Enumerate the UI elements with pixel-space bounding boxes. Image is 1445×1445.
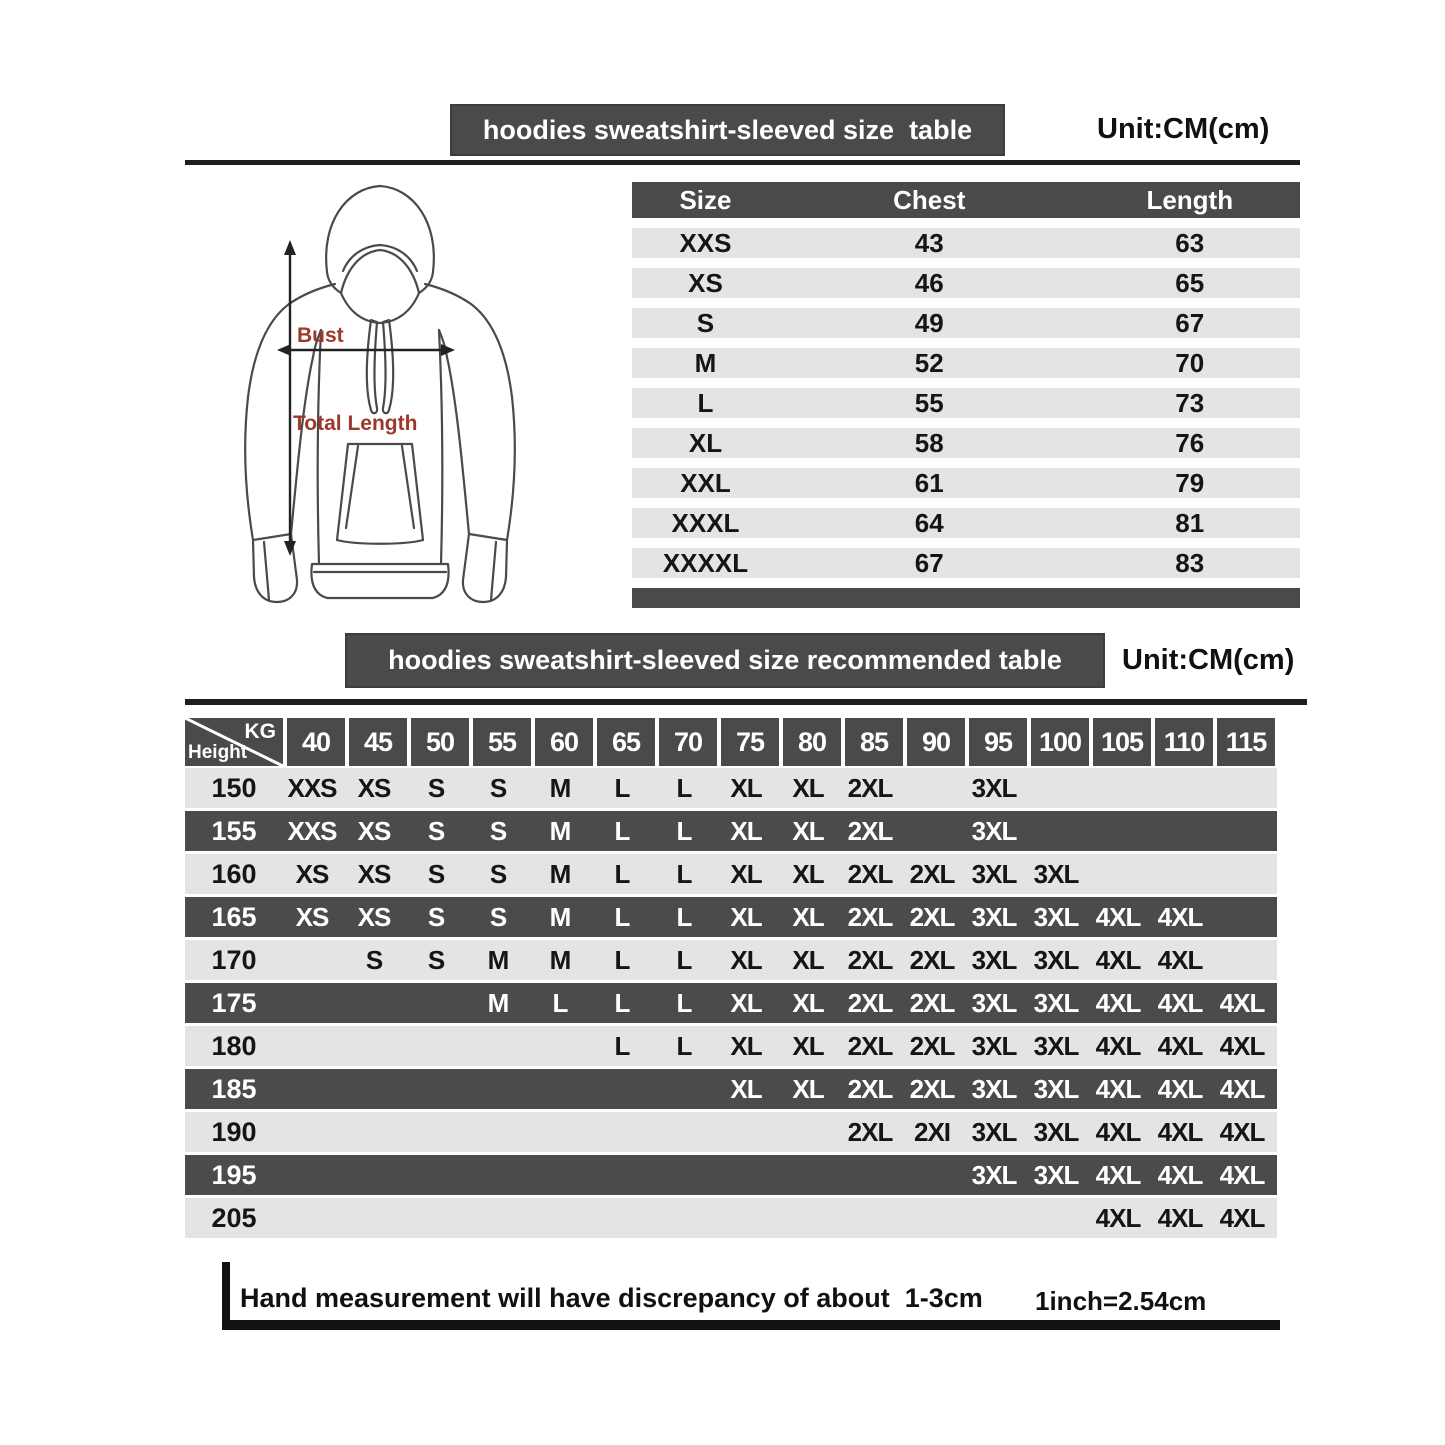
size-table-cell: 43 bbox=[914, 228, 944, 258]
recommended-size-cell: 2XL bbox=[847, 1117, 893, 1147]
middle-divider bbox=[185, 699, 1307, 705]
recommended-size-cell: L bbox=[614, 859, 630, 889]
size-table-cell: 70 bbox=[1175, 348, 1205, 378]
height-row-label: 150 bbox=[211, 773, 257, 803]
column-header-length: Length bbox=[1146, 185, 1234, 215]
size-table-cell: XL bbox=[688, 428, 723, 458]
size-table-row bbox=[632, 388, 1300, 418]
matrix-row bbox=[185, 1198, 1277, 1238]
size-table-cell: 67 bbox=[914, 548, 944, 578]
recommended-size-cell bbox=[469, 1198, 527, 1238]
recommended-size-cell: L bbox=[676, 988, 692, 1018]
size-table-title-bar bbox=[450, 104, 1005, 156]
recommended-size-cell: S bbox=[489, 773, 507, 803]
recommended-size-cell: L bbox=[614, 1031, 630, 1061]
hoodie-outline bbox=[245, 186, 514, 602]
footer-bottom-rule bbox=[222, 1320, 1280, 1330]
inch-conversion-note: 1inch=2.54cm bbox=[1035, 1286, 1207, 1316]
weight-header-cell: 110 bbox=[1155, 718, 1213, 766]
recommended-size-cell: 4XL bbox=[1157, 1203, 1203, 1233]
size-table-cell: 73 bbox=[1175, 388, 1205, 418]
height-row-label: 205 bbox=[211, 1203, 257, 1233]
recommended-size-cell: XS bbox=[295, 859, 329, 889]
recommended-size-cell: 4XL bbox=[1219, 1203, 1265, 1233]
recommended-size-cell: XL bbox=[730, 988, 762, 1018]
recommended-size-cell bbox=[345, 983, 403, 1023]
recommended-size-cell bbox=[1089, 811, 1147, 851]
matrix-row bbox=[185, 940, 1277, 980]
recommended-size-cell: XL bbox=[792, 816, 824, 846]
recommended-table-title: hoodies sweatshirt-sleeved size recommended table bbox=[388, 645, 1062, 675]
height-row-label: 155 bbox=[211, 816, 257, 846]
recommended-size-cell: 2XL bbox=[847, 945, 893, 975]
recommended-size-cell bbox=[1213, 854, 1271, 894]
recommended-size-cell: XL bbox=[792, 945, 824, 975]
top-divider bbox=[185, 160, 1300, 165]
recommended-size-cell: 2XL bbox=[909, 859, 955, 889]
recommended-size-cell bbox=[1027, 811, 1085, 851]
size-table-cell: XS bbox=[688, 268, 723, 298]
recommended-size-cell: 3XL bbox=[1033, 902, 1079, 932]
recommended-size-cell: XS bbox=[357, 773, 391, 803]
recommended-size-cell: 4XL bbox=[1219, 1031, 1265, 1061]
recommended-size-cell: XL bbox=[792, 988, 824, 1018]
recommended-size-cell: S bbox=[489, 859, 507, 889]
matrix-row bbox=[185, 1069, 1277, 1109]
recommended-size-cell: 4XL bbox=[1095, 1160, 1141, 1190]
recommended-size-cell: 2XL bbox=[909, 988, 955, 1018]
size-table-rows bbox=[632, 228, 1300, 578]
size-table-row bbox=[632, 548, 1300, 578]
recommended-size-cell: 3XL bbox=[971, 1160, 1017, 1190]
recommended-size-cell: XL bbox=[792, 1074, 824, 1104]
recommended-size-cell: L bbox=[676, 945, 692, 975]
recommended-size-cell: 2XL bbox=[847, 902, 893, 932]
recommended-size-cell: S bbox=[427, 859, 445, 889]
recommended-size-cell: 2XL bbox=[847, 773, 893, 803]
recommended-size-cell bbox=[283, 1112, 341, 1152]
height-row-label: 185 bbox=[211, 1074, 257, 1104]
matrix-weight-headers bbox=[287, 718, 1279, 766]
recommended-size-cell bbox=[779, 1198, 837, 1238]
recommended-size-cell bbox=[717, 1155, 775, 1195]
recommended-size-cell: 3XL bbox=[971, 902, 1017, 932]
recommended-size-cell bbox=[531, 1069, 589, 1109]
weight-header-cell: 90 bbox=[907, 718, 965, 766]
recommended-size-cell bbox=[655, 1155, 713, 1195]
recommended-size-cell: L bbox=[614, 988, 630, 1018]
recommended-size-cell: M bbox=[487, 988, 509, 1018]
height-row-label: 180 bbox=[211, 1031, 257, 1061]
recommended-size-cell: XL bbox=[730, 816, 762, 846]
recommended-size-cell: 4XL bbox=[1157, 1117, 1203, 1147]
recommended-size-cell bbox=[283, 983, 341, 1023]
recommended-size-cell bbox=[283, 1069, 341, 1109]
recommended-size-cell bbox=[965, 1198, 1023, 1238]
unit-label-top: Unit:CM(cm) bbox=[1097, 113, 1270, 145]
recommended-size-cell: 4XL bbox=[1219, 1117, 1265, 1147]
recommended-size-cell: 2XL bbox=[847, 988, 893, 1018]
height-axis-label: Height bbox=[188, 742, 248, 763]
recommended-size-cell: 3XL bbox=[1033, 945, 1079, 975]
recommended-size-cell: XL bbox=[730, 1031, 762, 1061]
recommended-size-cell: M bbox=[549, 945, 571, 975]
height-row-label: 165 bbox=[211, 902, 257, 932]
recommended-matrix bbox=[185, 718, 1277, 1241]
recommended-size-cell: 4XL bbox=[1095, 1031, 1141, 1061]
recommended-size-cell bbox=[283, 940, 341, 980]
recommended-size-cell: S bbox=[489, 902, 507, 932]
size-table-cell: 52 bbox=[914, 348, 944, 378]
recommended-size-cell: 4XL bbox=[1219, 1160, 1265, 1190]
recommended-size-cell: 3XL bbox=[971, 945, 1017, 975]
recommended-size-cell bbox=[903, 768, 961, 808]
recommended-size-cell: 4XL bbox=[1157, 1160, 1203, 1190]
recommended-size-cell bbox=[469, 1155, 527, 1195]
weight-header-cell: 100 bbox=[1031, 718, 1089, 766]
recommended-size-cell bbox=[407, 1198, 465, 1238]
recommended-size-cell bbox=[1213, 768, 1271, 808]
recommended-size-cell: S bbox=[427, 773, 445, 803]
recommended-size-cell: 3XL bbox=[971, 1031, 1017, 1061]
size-table-cell: 55 bbox=[914, 388, 944, 418]
recommended-size-cell: S bbox=[489, 816, 507, 846]
recommended-size-cell bbox=[345, 1155, 403, 1195]
unit-label-bottom: Unit:CM(cm) bbox=[1122, 644, 1295, 676]
size-table-row bbox=[632, 508, 1300, 538]
recommended-size-cell bbox=[1151, 768, 1209, 808]
recommended-size-cell bbox=[593, 1112, 651, 1152]
size-table-cell: 65 bbox=[1175, 268, 1205, 298]
recommended-size-cell: 2XI bbox=[913, 1117, 951, 1147]
size-table-cell: 64 bbox=[914, 508, 944, 538]
recommended-size-cell: L bbox=[614, 816, 630, 846]
recommended-size-cell: S bbox=[427, 816, 445, 846]
recommended-size-cell: 4XL bbox=[1157, 1031, 1203, 1061]
size-table-cell: L bbox=[697, 388, 714, 418]
weight-header-cell: 40 bbox=[287, 718, 345, 766]
recommended-size-cell bbox=[717, 1198, 775, 1238]
size-table-title: hoodies sweatshirt-sleeved size table bbox=[482, 114, 973, 145]
recommended-size-cell bbox=[655, 1198, 713, 1238]
recommended-size-cell: 2XL bbox=[909, 1031, 955, 1061]
recommended-size-cell: 3XL bbox=[1033, 1117, 1079, 1147]
recommended-size-cell bbox=[469, 1026, 527, 1066]
column-header-chest: Chest bbox=[893, 185, 966, 215]
size-table-row bbox=[632, 428, 1300, 458]
recommended-size-cell: M bbox=[549, 859, 571, 889]
size-table-cell: XXXXL bbox=[662, 548, 749, 578]
recommended-size-cell bbox=[1027, 768, 1085, 808]
matrix-header-row bbox=[185, 718, 1277, 766]
recommended-size-cell: L bbox=[676, 1031, 692, 1061]
recommended-size-cell: XS bbox=[357, 859, 391, 889]
recommended-size-cell: 3XL bbox=[971, 1074, 1017, 1104]
recommended-size-cell: 4XL bbox=[1095, 1117, 1141, 1147]
recommended-size-cell bbox=[779, 1155, 837, 1195]
size-table-cell: 46 bbox=[914, 268, 944, 298]
weight-header-cell: 45 bbox=[349, 718, 407, 766]
recommended-size-cell: 4XL bbox=[1219, 988, 1265, 1018]
recommended-size-cell: M bbox=[549, 902, 571, 932]
recommended-size-cell bbox=[1089, 768, 1147, 808]
size-table-cell: 81 bbox=[1175, 508, 1205, 538]
recommended-size-cell: XL bbox=[730, 902, 762, 932]
weight-header-cell: 55 bbox=[473, 718, 531, 766]
recommended-size-cell: 4XL bbox=[1157, 1074, 1203, 1104]
size-table-cell: 61 bbox=[914, 468, 944, 498]
recommended-size-cell: 2XL bbox=[847, 1074, 893, 1104]
recommended-size-cell: XS bbox=[295, 902, 329, 932]
recommended-size-cell: 2XL bbox=[909, 1074, 955, 1104]
recommended-size-cell bbox=[903, 1155, 961, 1195]
recommended-size-cell bbox=[469, 1069, 527, 1109]
recommended-size-cell: 4XL bbox=[1095, 945, 1141, 975]
recommended-size-cell: S bbox=[427, 902, 445, 932]
matrix-row bbox=[185, 854, 1277, 894]
recommended-size-cell: XL bbox=[792, 773, 824, 803]
size-table-header bbox=[632, 182, 1300, 218]
matrix-row bbox=[185, 983, 1277, 1023]
recommended-size-cell bbox=[593, 1198, 651, 1238]
recommended-size-cell bbox=[1213, 940, 1271, 980]
total-length-label: Total Length bbox=[293, 412, 418, 435]
recommended-size-cell bbox=[345, 1198, 403, 1238]
weight-header-cell: 85 bbox=[845, 718, 903, 766]
recommended-size-cell bbox=[717, 1112, 775, 1152]
footer-left-rule bbox=[222, 1262, 230, 1328]
size-table-cell: XXXL bbox=[671, 508, 740, 538]
height-row-label: 190 bbox=[211, 1117, 257, 1147]
recommended-size-cell: 4XL bbox=[1095, 1203, 1141, 1233]
recommended-size-cell: XL bbox=[730, 859, 762, 889]
recommended-size-cell bbox=[1027, 1198, 1085, 1238]
recommended-size-cell: L bbox=[614, 773, 630, 803]
recommended-size-cell bbox=[283, 1198, 341, 1238]
recommended-size-cell: XL bbox=[792, 1031, 824, 1061]
size-table-cell: 63 bbox=[1175, 228, 1205, 258]
weight-header-cell: 75 bbox=[721, 718, 779, 766]
size-table-cell: M bbox=[694, 348, 717, 378]
size-table-row bbox=[632, 468, 1300, 498]
size-table-bottom-bar bbox=[632, 588, 1300, 608]
recommended-size-cell: 3XL bbox=[1033, 1160, 1079, 1190]
recommended-size-cell bbox=[593, 1155, 651, 1195]
size-table-row bbox=[632, 348, 1300, 378]
height-row-label: 170 bbox=[211, 945, 257, 975]
recommended-size-cell: M bbox=[549, 816, 571, 846]
recommended-size-cell: M bbox=[549, 773, 571, 803]
matrix-corner-cell bbox=[185, 718, 283, 766]
recommended-size-cell: L bbox=[614, 945, 630, 975]
matrix-row bbox=[185, 768, 1277, 808]
size-table-row bbox=[632, 268, 1300, 298]
size-table-cell: S bbox=[696, 308, 715, 338]
recommended-size-cell: 3XL bbox=[971, 816, 1017, 846]
recommended-size-cell: 4XL bbox=[1095, 902, 1141, 932]
recommended-size-cell bbox=[655, 1112, 713, 1152]
recommended-size-cell: L bbox=[676, 773, 692, 803]
recommended-size-cell: S bbox=[365, 945, 383, 975]
recommended-size-cell: 3XL bbox=[971, 1117, 1017, 1147]
recommended-size-cell bbox=[779, 1112, 837, 1152]
column-header-size: Size bbox=[679, 185, 732, 215]
recommended-size-cell bbox=[407, 1026, 465, 1066]
weight-header-cell: 105 bbox=[1093, 718, 1151, 766]
matrix-row bbox=[185, 811, 1277, 851]
height-row-label: 175 bbox=[211, 988, 257, 1018]
recommended-size-cell bbox=[531, 1198, 589, 1238]
recommended-size-cell: 4XL bbox=[1219, 1074, 1265, 1104]
size-table-cell: 76 bbox=[1175, 428, 1205, 458]
size-table-cell: XXS bbox=[679, 228, 732, 258]
recommended-size-cell bbox=[345, 1069, 403, 1109]
size-table-cell: 83 bbox=[1175, 548, 1205, 578]
recommended-size-cell: 2XL bbox=[909, 945, 955, 975]
size-table-row bbox=[632, 308, 1300, 338]
recommended-size-cell: XS bbox=[357, 902, 391, 932]
bust-label: Bust bbox=[297, 324, 344, 347]
recommended-size-cell: 2XL bbox=[909, 902, 955, 932]
recommended-size-cell: L bbox=[676, 902, 692, 932]
recommended-size-cell: L bbox=[676, 816, 692, 846]
recommended-size-cell: 3XL bbox=[1033, 859, 1079, 889]
recommended-size-cell: 3XL bbox=[971, 988, 1017, 1018]
recommended-size-cell: XL bbox=[792, 902, 824, 932]
height-row-label: 195 bbox=[211, 1160, 257, 1190]
matrix-rows bbox=[185, 768, 1277, 1238]
recommended-size-cell: 4XL bbox=[1095, 988, 1141, 1018]
weight-header-cell: 70 bbox=[659, 718, 717, 766]
recommended-size-cell: S bbox=[427, 945, 445, 975]
size-table-cell: 79 bbox=[1175, 468, 1205, 498]
weight-header-cell: 50 bbox=[411, 718, 469, 766]
recommended-size-cell: XL bbox=[730, 1074, 762, 1104]
weight-header-cell: 95 bbox=[969, 718, 1027, 766]
recommended-size-cell bbox=[531, 1026, 589, 1066]
recommended-size-cell bbox=[841, 1198, 899, 1238]
recommended-size-cell bbox=[1089, 854, 1147, 894]
recommended-size-cell bbox=[1213, 811, 1271, 851]
recommended-size-cell bbox=[1213, 897, 1271, 937]
recommended-size-cell: XL bbox=[730, 945, 762, 975]
recommended-size-cell bbox=[345, 1112, 403, 1152]
recommended-size-cell: XL bbox=[792, 859, 824, 889]
recommended-size-cell: 4XL bbox=[1095, 1074, 1141, 1104]
recommended-size-cell: 2XL bbox=[847, 859, 893, 889]
size-table-cell: 67 bbox=[1175, 308, 1205, 338]
kg-axis-label: KG bbox=[244, 720, 276, 743]
recommended-table-title-bar bbox=[345, 633, 1105, 688]
recommended-size-cell: L bbox=[676, 859, 692, 889]
recommended-size-cell bbox=[903, 1198, 961, 1238]
recommended-size-cell bbox=[283, 1026, 341, 1066]
recommended-size-cell: 2XL bbox=[847, 816, 893, 846]
size-table-row bbox=[632, 228, 1300, 258]
matrix-row bbox=[185, 1112, 1277, 1152]
recommended-size-cell: L bbox=[552, 988, 568, 1018]
recommended-size-cell bbox=[345, 1026, 403, 1066]
recommended-size-cell bbox=[283, 1155, 341, 1195]
recommended-size-cell bbox=[655, 1069, 713, 1109]
recommended-size-cell bbox=[531, 1155, 589, 1195]
recommended-size-cell bbox=[593, 1069, 651, 1109]
recommended-size-cell bbox=[903, 811, 961, 851]
recommended-size-cell bbox=[407, 1155, 465, 1195]
recommended-size-cell: 2XL bbox=[847, 1031, 893, 1061]
recommended-size-cell: M bbox=[487, 945, 509, 975]
matrix-row bbox=[185, 897, 1277, 937]
height-row-label: 160 bbox=[211, 859, 257, 889]
measurement-note: Hand measurement will have discrepancy of about 1-3cm bbox=[240, 1283, 983, 1313]
matrix-row bbox=[185, 1026, 1277, 1066]
weight-header-cell: 60 bbox=[535, 718, 593, 766]
recommended-size-cell bbox=[407, 1112, 465, 1152]
recommended-size-cell: XXS bbox=[287, 816, 337, 846]
recommended-size-cell bbox=[841, 1155, 899, 1195]
size-table bbox=[632, 182, 1300, 608]
recommended-size-cell: 3XL bbox=[1033, 1074, 1079, 1104]
recommended-size-cell bbox=[469, 1112, 527, 1152]
matrix-row bbox=[185, 1155, 1277, 1195]
weight-header-cell: 80 bbox=[783, 718, 841, 766]
recommended-size-cell bbox=[1151, 811, 1209, 851]
weight-header-cell: 115 bbox=[1217, 718, 1275, 766]
recommended-size-cell: 4XL bbox=[1157, 988, 1203, 1018]
size-table-cell: 58 bbox=[914, 428, 944, 458]
recommended-size-cell: 4XL bbox=[1157, 902, 1203, 932]
hoodie-diagram bbox=[185, 172, 595, 617]
recommended-size-cell: XXS bbox=[287, 773, 337, 803]
recommended-size-cell: 4XL bbox=[1157, 945, 1203, 975]
recommended-size-cell: XS bbox=[357, 816, 391, 846]
recommended-size-cell bbox=[531, 1112, 589, 1152]
recommended-size-cell: 3XL bbox=[1033, 1031, 1079, 1061]
recommended-size-cell bbox=[407, 1069, 465, 1109]
size-table-cell: XXL bbox=[680, 468, 731, 498]
recommended-size-cell: 3XL bbox=[1033, 988, 1079, 1018]
recommended-size-cell: 3XL bbox=[971, 859, 1017, 889]
size-table-cell: 49 bbox=[914, 308, 944, 338]
recommended-size-cell bbox=[407, 983, 465, 1023]
recommended-size-cell: XL bbox=[730, 773, 762, 803]
recommended-size-cell: L bbox=[614, 902, 630, 932]
recommended-size-cell: 3XL bbox=[971, 773, 1017, 803]
recommended-size-cell bbox=[1151, 854, 1209, 894]
weight-header-cell: 65 bbox=[597, 718, 655, 766]
